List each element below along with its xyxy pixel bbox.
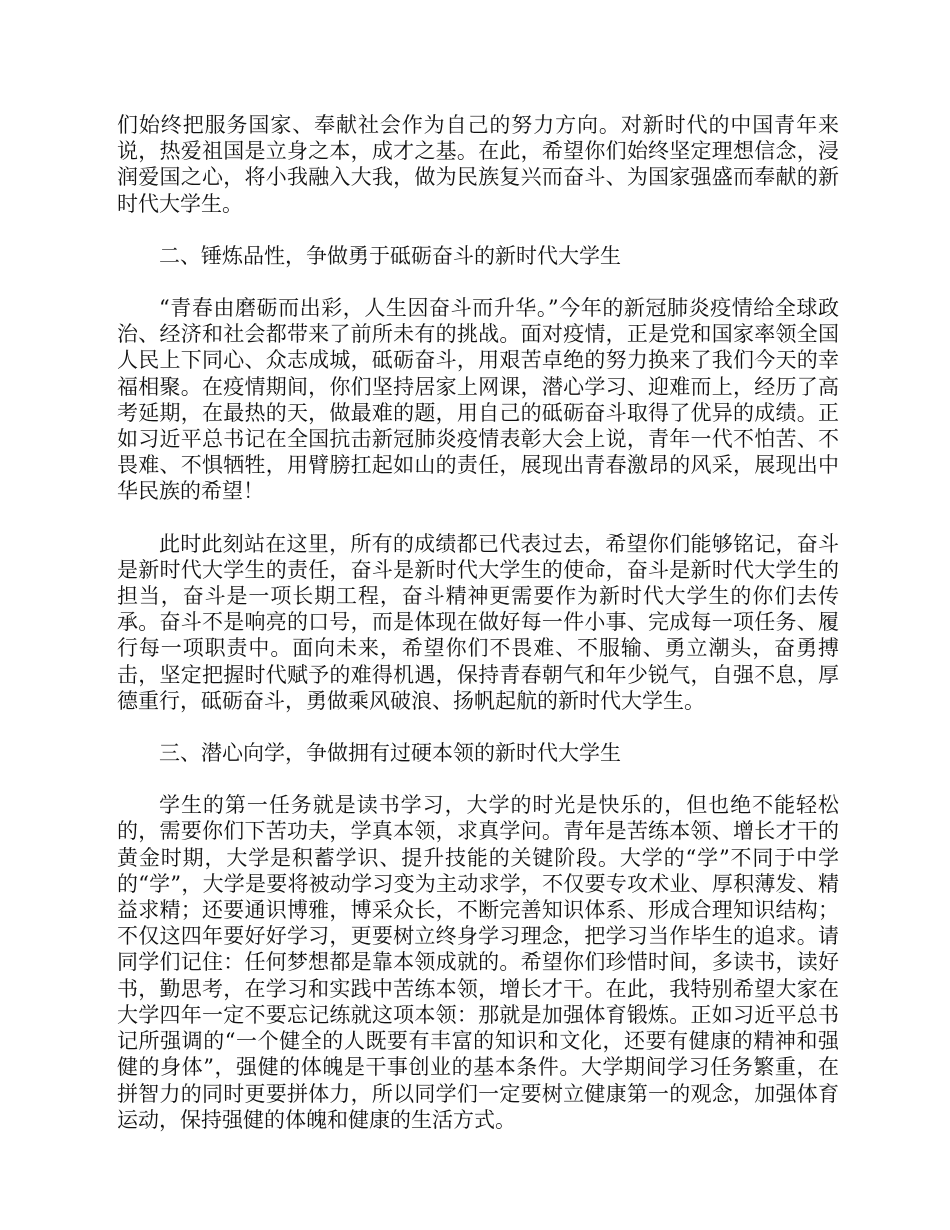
paragraph-struggle-mission: 此时此刻站在这里，所有的成绩都已代表过去，希望你们能够铭记，奋斗是新时代大学生的责任，奋斗是新时代大学生的使命，奋斗是新时代大学生的担当，奋斗是一项长期工程，奋斗精神更需要作为新时代大学生的你们去传承。奋斗不是响亮的口号，而是体现在做好每一件小事、完成每一项任务、履行每一项职责中。面向未来，希望你们不畏难、不服输、勇立潮头，奋勇搏击，坚定把握时代赋予的难得机遇，保持青春朝气和年少锐气，自强不息，厚德重行，砥砺奋斗，勇做乘风破浪、扬帆起航的新时代大学生。	[117, 531, 839, 713]
paragraph-youth-struggle: “青春由磨砺而出彩，人生因奋斗而升华。”今年的新冠肺炎疫情给全球政治、经济和社会都带来了前所未有的挑战。面对疫情，正是党和国家率领全国人民上下同心、众志成城，砥砺奋斗，用艰苦卓绝的努力换来了我们今天的幸福相聚。在疫情期间，你们坚持居家上网课，潜心学习、迎难而上，经历了高考延期，在最热的天，做最难的题，用自己的砥砺奋斗取得了优异的成绩。正如习近平总书记在全国抗击新冠肺炎疫情表彰大会上说，青年一代不怕苦、不畏难、不惧牺牲，用臂膀扛起如山的责任，展现出青春激昂的风采，展现出中华民族的希望！	[117, 296, 839, 504]
document-body	[117, 112, 839, 1133]
paragraph-patriotism-conclusion: 们始终把服务国家、奉献社会作为自己的努力方向。对新时代的中国青年来说，热爱祖国是立身之本，成才之基。在此，希望你们始终坚定理想信念，浸润爱国之心，将小我融入大我，做为民族复兴而奋斗、为国家强盛而奉献的新时代大学生。	[117, 113, 839, 216]
paragraph-study-skills: 学生的第一任务就是读书学习，大学的时光是快乐的，但也绝不能轻松的，需要你们下苦功夫，学真本领，求真学问。青年是苦练本领、增长才干的黄金时期，大学是积蓄学识、提升技能的关键阶段。大学的“学”不同于中学的“学”，大学是要将被动学习变为主动求学，不仅要专攻术业、厚积薄发、精益求精；还要通识博雅，博采众长，不断完善知识体系、形成合理知识结构；不仅这四年要好好学习，更要树立终身学习理念，把学习当作毕生的追求。请同学们记住：任何梦想都是靠本领成就的。希望你们珍惜时间，多读书，读好书，勤思考，在学习和实践中苦练本领，增长才干。在此，我特别希望大家在大学四年一定不要忘记练就这项本领：那就是加强体育锻炼。正如习近平总书记所强调的“一个健全的人既要有丰富的知识和文化，还要有健康的精神和强健的身体”，强健的体魄是干事创业的基本条件。大学期间学习任务繁重，在拼智力的同时更要拼体力，所以同学们一定要树立健康第一的观念，加强体育运动，保持强健的体魄和健康的生活方式。	[117, 793, 839, 1132]
section-heading-2: 二、锤炼品性，争做勇于砥砺奋斗的新时代大学生	[159, 243, 621, 268]
section-heading-3: 三、潜心向学，争做拥有过硬本领的新时代大学生	[159, 741, 621, 766]
